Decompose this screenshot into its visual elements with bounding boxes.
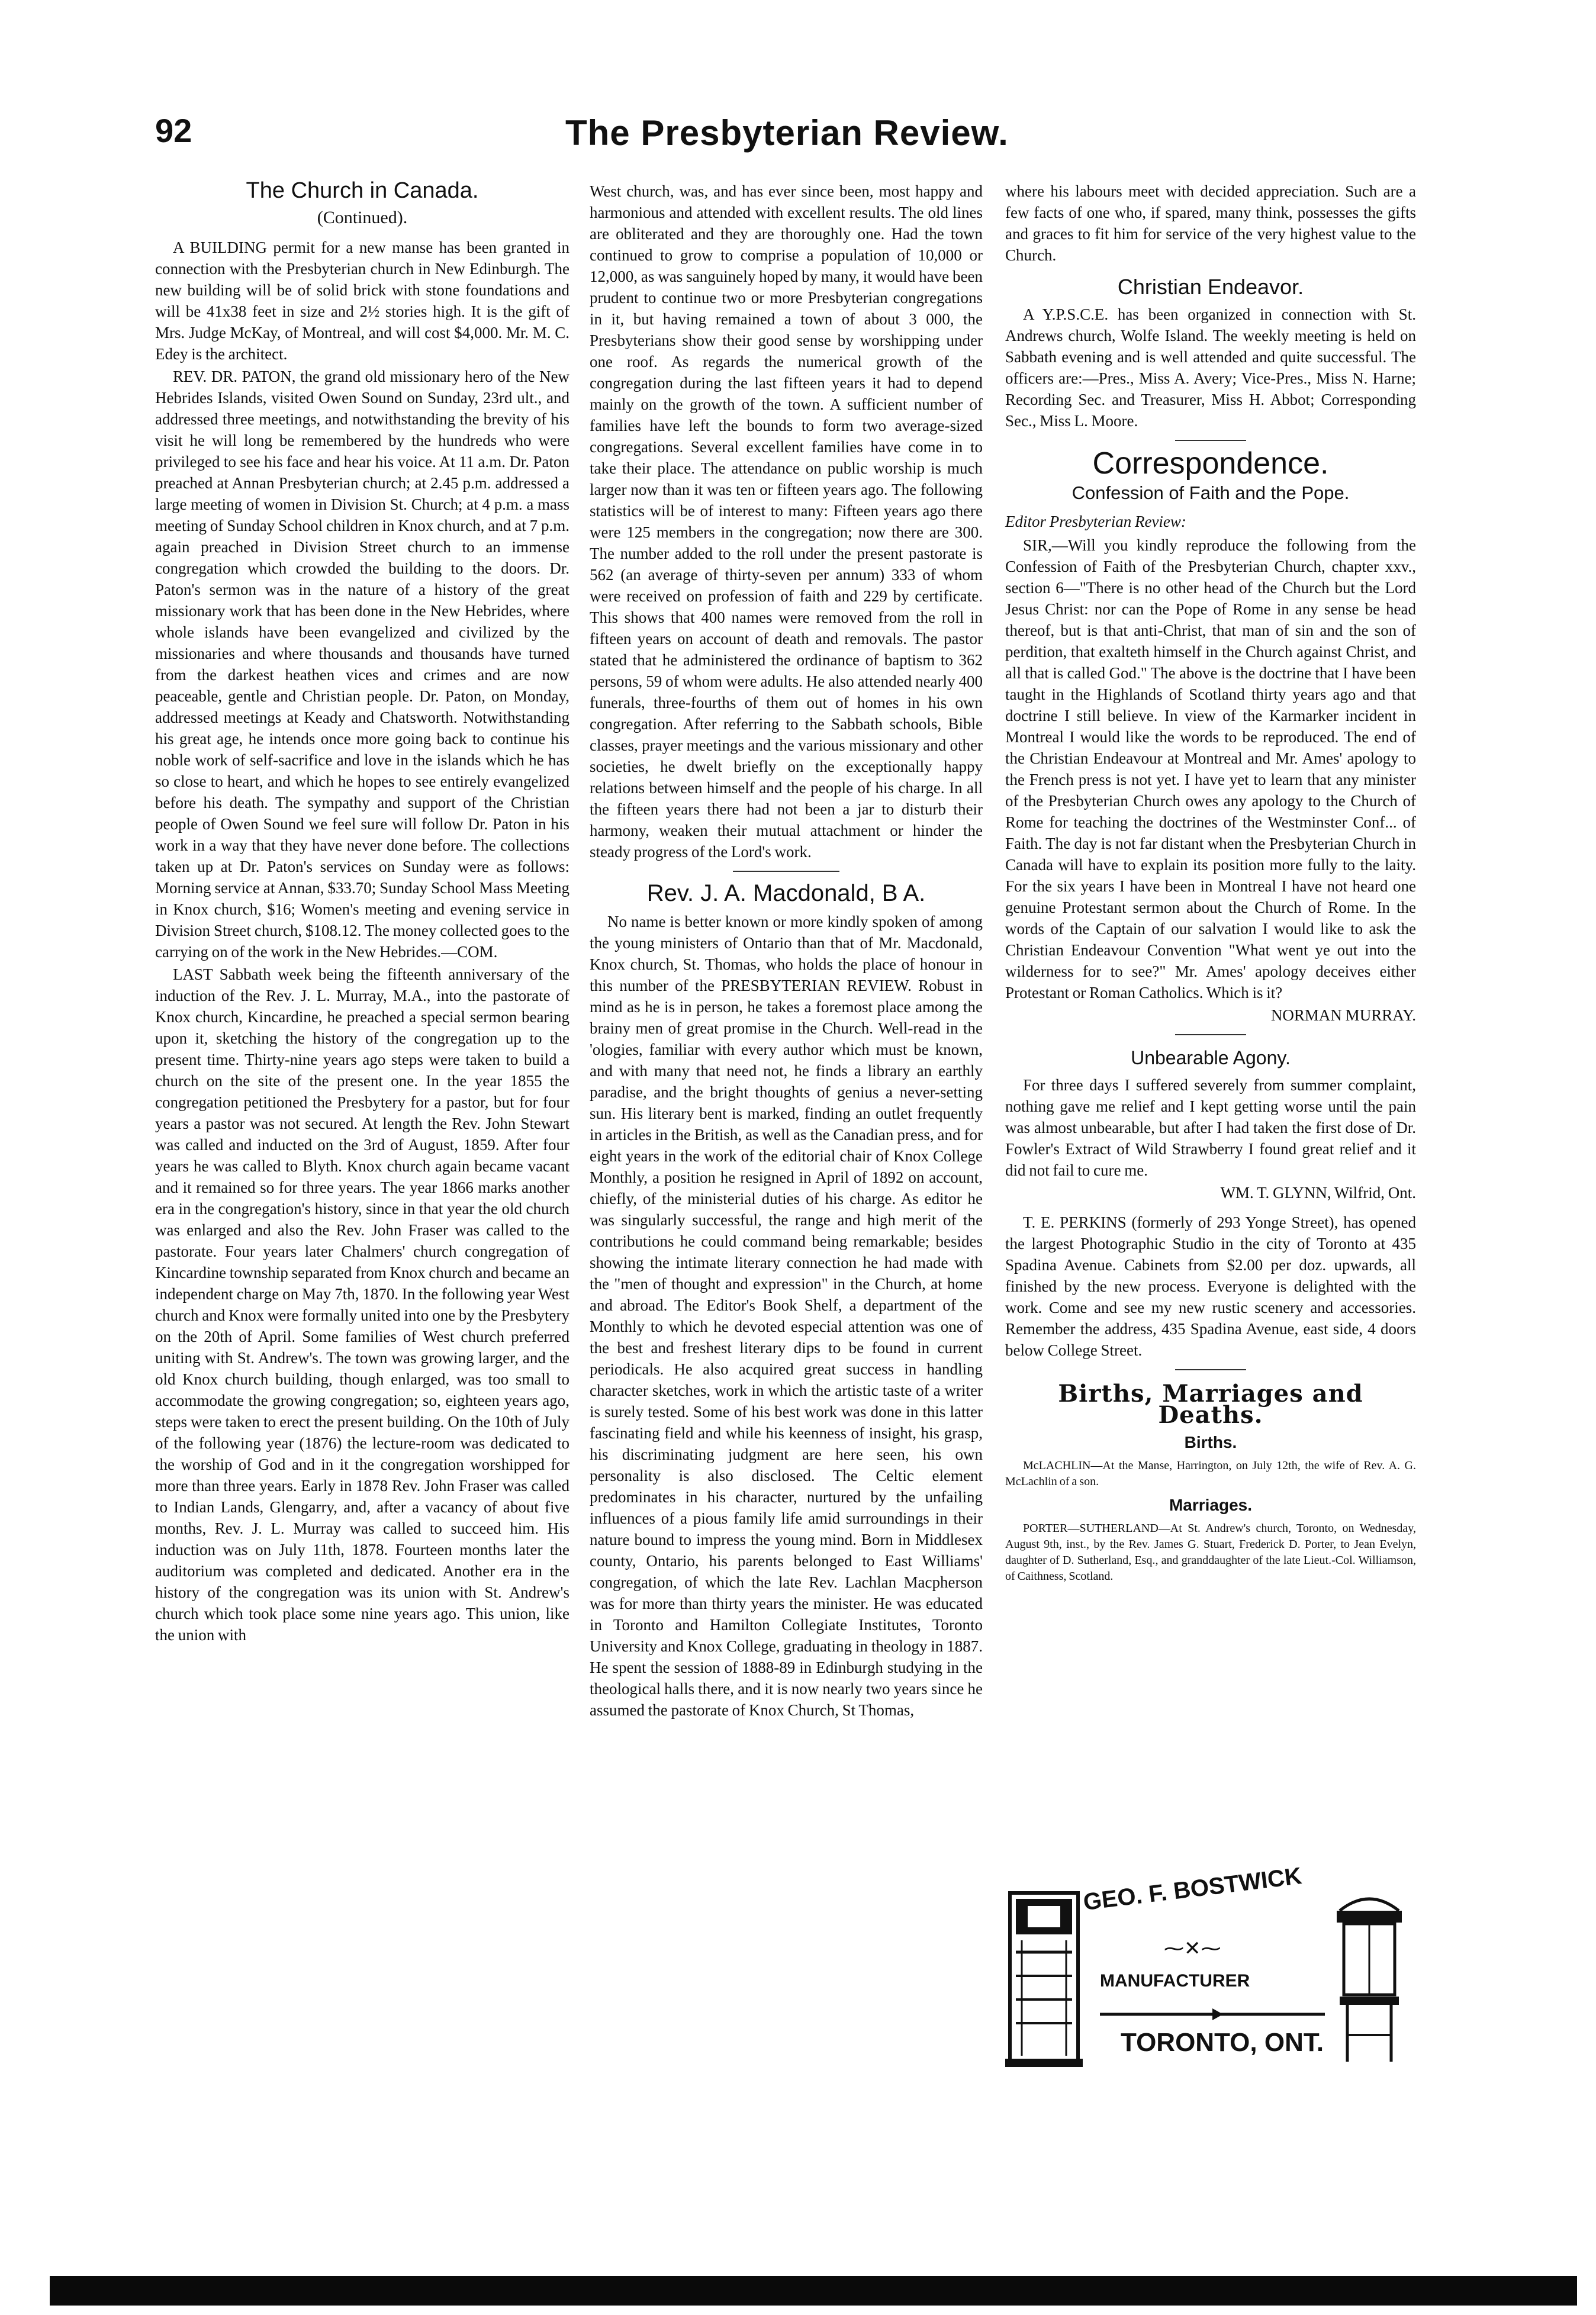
births-heading: Births. bbox=[1184, 1433, 1237, 1451]
journal-title: The Presbyterian Review. bbox=[565, 113, 1009, 153]
bostwick-advert bbox=[1005, 1863, 1416, 2076]
article-paragraph: REV. DR. PATON, the grand old missionary hero of the New Hebrides Islands, visited Owen Sound on Sunday, 23rd ult., and addressed three meetings, and notwithstanding the brevity of his visit he will long be remembered by the hundreds who were privileged to see his face and hear his voice. At 11 a.m. Dr. Paton preached at Annan Presbyterian church; at 2.45 p.m. addressed a large meeting of women in Division St. Church; at 4 p.m. a mass meeting of Sunday School children in Knox church, and at 7 p.m. again preached in Division Street church to an immense congregation which crowded the building to the doors. Dr. Paton's sermon was in the nature of a history of the great missionary work that has been done in the New Hebrides, where whole islands have been evangelized and civilized by the missionaries and where thousands and thousands have turned from the darkest heathen vices and crimes and are now peaceable, gentle and Christian people. Dr. Paton, on Monday, addressed meetings at Keady and Chatsworth. Notwithstanding his great age, he intends once more going back to continue his noble work of self-sacrifice and love in the islands which he has so close to heart, and which he hopes to see entirely evangelized before his death. The sympathy and support of the Christian people of Owen Sound we feel sure will follow Dr. Paton in his work in a way that they have never done before. The collections taken up at Dr. Paton's services on Sunday were as follows: Morning service at Annan, $33.70; Sunday School Mass Meeting in Knox church, $16; Women's meeting and evening service in Division Street church, $108.12. The money collected goes to the carrying on of the work in the New Hebrides.—COM. bbox=[155, 368, 569, 961]
marriages-notice: PORTER—SUTHERLAND—At St. Andrew's church, Toronto, on Wednesday, August 9th, inst., by the Rev. James G. Stuart, Frederick D. Porter, to Jean Evelyn, daughter of D. Sutherland, Esq., and granddaughter of the late Lieut.-Col. Williamson, of Caithness, Scotland. bbox=[1005, 1522, 1416, 1583]
bottom-border-bar bbox=[50, 2276, 1577, 2306]
editor-salutation: Editor Presbyterian Review: bbox=[1005, 513, 1186, 530]
correspondence-heading: Correspondence. bbox=[1092, 446, 1329, 481]
article-paragraph: A BUILDING permit for a new manse has been granted in connection with the Presbyterian church in New Edinburgh. The new building will be of solid brick with stone foundations and will be 41x38 feet in size and 2½ stories high. It is the gift of Mrs. Judge McKay, of Montreal, and will cost $4,000. Mr. M. C. Edey is the architect. bbox=[155, 239, 569, 363]
testimonial-signature: WM. T. GLYNN, Wilfrid, Ont. bbox=[1220, 1184, 1416, 1202]
column-3 bbox=[1005, 181, 1416, 1586]
marriages-heading: Marriages. bbox=[1169, 1496, 1253, 1514]
macdonald-heading: Rev. J. A. Macdonald, B A. bbox=[646, 880, 926, 906]
letter-signature: NORMAN MURRAY. bbox=[1270, 1006, 1416, 1024]
column-2 bbox=[590, 181, 983, 1722]
section-divider bbox=[1175, 440, 1246, 441]
church-in-canada-heading: The Church in Canada. bbox=[246, 178, 479, 203]
continued-label: (Continued). bbox=[317, 208, 408, 227]
article-paragraph: LAST Sabbath week being the fifteenth anniversary of the induction of the Rev. J. L. Murray, M.A., into the pastorate of Knox church, Kincardine, he preached a special sermon bearing upon it, sketching the history of the congregation up to the present time. Thirty-nine years ago steps were taken to build a church on the site of the present one. In the year 1855 the congregation petitioned the Presbytery for a pastor, but for four years a pastor was not secured. At length the Rev. John Stewart was called and inducted on the 3rd of August, 1859. After four years he was called to Blyth. Knox church again became vacant and it remained so for three years. The year 1866 marks another era in the congregation's history, since in that year the old church was enlarged and also the Rev. John Fraser was called to the pastorate. Four years later Chalmers' church congregation of Kincardine township separated from Knox church and became an independent charge on May 7th, 1870. In the following year West church and Knox were formally united into one by the Presbytery on the 20th of April. Some families of West church preferred uniting with St. Andrew's. The town was growing larger, and the old Knox church building, though enlarged, was too small to accommodate the growing congregation; so, eighteen years ago, steps were taken to erect the present building. On the 10th of July of the following year (1876) the lecture-room was dedicated to the worship of God and in it the congregation worshipped for more than three years. Early in 1878 Rev. John Fraser was called to Indian Lands, Glengarry, and, after a vacancy of about five months, Rev. J. L. Murray was called to succeed him. His induction was on July 11th, 1878. Fourteen months later the auditorium was completed and dedicated. Another era in the history of the congregation was its union with St. Andrew's church which took place some nine years ago. This union, like the union with bbox=[155, 965, 569, 1644]
christian-endeavor-heading: Christian Endeavor. bbox=[1117, 275, 1304, 299]
article-paragraph: West church, was, and has ever since been, most happy and harmonious and attended with excellent results. The old lines are obliterated and they are thoroughly one. Had the town continued to grow to comprise a population of 10,000 or 12,000, as was sanguinely hoped by many, it would have been prudent to continue two or more Presbyterian congregations in it, but having remained a town of about 3 000, the Presbyterians show their good sense by worshipping under one roof. As regards the numerical growth of the congregation during the last fifteen years it had to depend mainly on the growth of the town. A sufficient number of families have left the bounds to form two average-sized congregations. Several excellent families have come in to take their place. The attendance on public worship is much larger now than it was ten or fifteen years ago. The following statistics will be of interest to many: Fifteen years ago there were 125 members in the congregation; now there are 300. The number added to the roll under the present pastorate is 562 (an average of thirty-seven per annum) 333 of whom were received on profession of faith and 229 by certificate. This shows that 400 names were removed from the roll in fifteen years on account of death and removals. The pastor stated that he administered the ordinance of baptism to 362 persons, 59 of whom were adults. He also attended nearly 400 funerals, three-fourths of them out of homes in his own congregation. After referring to the Sabbath schools, Bible classes, prayer meetings and the various missionary and other societies, he dwelt briefly on the exceptionally happy relations between himself and the people of his charge. In all the fifteen years there had not been a jar to disturb their harmony, weaken their mutual attachment or hinder the steady progress of the Lord's work. bbox=[590, 182, 983, 861]
article-paragraph: A Y.P.S.C.E. has been organized in connection with St. Andrews church, Wolfe Island. The weekly meeting is held on Sabbath evening and is well attended and quite successful. The officers are:—Pres., Miss A. Avery; Vice-Pres., Miss N. Harne; Recording Sec. and Treasurer, Miss H. Abbot; Corresponding Sec., Miss L. Moore. bbox=[1005, 305, 1416, 430]
advert-company-name: GEO. F. BOSTWICK bbox=[1082, 1863, 1304, 1916]
births-notice: McLACHLIN—At the Manse, Harrington, on July 12th, the wife of Rev. A. G. McLachlin of a son. bbox=[1005, 1459, 1416, 1488]
advert-location: TORONTO, ONT. bbox=[1121, 2028, 1324, 2057]
section-divider bbox=[1175, 1369, 1246, 1370]
letter-paragraph: SIR,—Will you kindly reproduce the following from the Confession of Faith of the Presbyterian Church, chapter xxv., section 6—"There is no other head of the Church but the Lord Jesus Christ: nor can the Pope of Rome in any sense be head thereof, but is that anti-Christ, that man of sin and the son of perdition, that exalteth himself in the Church against Christ, and all that is called God." The above is the doctrine that I have been taught in the Highlands of Scotland thirty years ago and that doctrine I still believe. In view of the Karmarker incident in Montreal I would like the words to be reproduced. The end of the Christian Endeavour at Montreal and Mr. Ames' apology to the French press is not yet. I have yet to learn that any minister of the Presbyterian Church owes any apology to the Church of Rome for teaching the doctrines of the Westminster Conf... of Faith. The day is not far distant when the Presbyterian Church in Canada will have to explain its position more fully to the laity. For the six years I have been in Montreal I have not heard one genuine Protestant sermon about the Church of Rome. In the words of the Captain of our salvation I would like to ask the Christian Endeavour Convention "What went ye out into the wilderness for to see?" Mr. Ames' apology deceives either Protestant or Roman Catholics. Which is it? bbox=[1005, 536, 1416, 1002]
article-paragraph: No name is better known or more kindly spoken of among the young ministers of Ontario than that of Mr. Macdonald, Knox church, St. Thomas, who holds the place of honour in this number of the PRESBYTERIAN REVIEW. Robust in mind as he is in person, he takes a foremost place among the brainy men of great promise in the Church. Well-read in the 'ologies, familiar with every author which must be known, and with many that need not, he finds a library an earthly paradise, and the bright thoughts of genius a never-setting sun. His literary bent is marked, finding an outlet frequently in articles in the British, as well as the Canadian press, and for eight years in the work of the editorial chair of Knox College Monthly, a position he resigned in April of 1892 on account, chiefly, of the ministerial duties of his charge. As editor he was singularly successful, the range and high merit of the contributions he could command being remarkable; besides showing the intimate literary connection he had made with the "men of thought and expression" in the Church, at home and abroad. The Editor's Book Shelf, a department of the Monthly to which he devoted especial attention was one of the best and freshest literary dips to be found in current periodicals. He also acquired great success in handling character sketches, work in which the artistic taste of a writer is surely tested. Some of his best work was done in this latter fascinating field and while his keenness of insight, his grasp, his discriminating judgment are here seen, his own personality is also disclosed. The Celtic element predominates in his character, nurtured by the unfailing influences of a pious family life amid surroundings in their nature bound to impress the young mind. Born in Middlesex county, Ontario, his parents belonged to East Williams' congregation, of which the late Rev. Lachlan Macpherson was for more than thirty years the minister. He was educated in Toronto and Hamilton Collegiate Institutes, Toronto University and Knox College, graduating in theology in 1887. He spent the session of 1888-89 in Edinburgh studying in the theological halls there, and it is now nearly two years since he assumed the pastorate of Knox Church, St Thomas, bbox=[590, 913, 983, 1719]
advert-paragraph: T. E. PERKINS (formerly of 293 Yonge Street), has opened the largest Photographic Studio in the city of Toronto at 435 Spadina Avenue. Cabinets from $2.00 per doz. upwards, all finished by the new process. Everyone is delighted with the work. Come and see my new rustic scenery and accessories. Remember the address, 435 Spadina Avenue, east side, 4 doors below College Street. bbox=[1005, 1213, 1416, 1359]
section-divider bbox=[1175, 1034, 1246, 1035]
bmd-heading: Births, Marriages and Deaths. bbox=[1058, 1380, 1363, 1429]
testimonial-paragraph: For three days I suffered severely from summer complaint, nothing gave me relief and I kept getting worse until the pain was almost unbearable, but after I had taken the first dose of Dr. Fowler's Extract of Wild Strawberry I found great relief and it did not fail to cure me. bbox=[1005, 1076, 1416, 1179]
section-divider bbox=[733, 871, 839, 872]
page-number: 92 bbox=[155, 112, 192, 149]
svg-text:⁓✕⁓: ⁓✕⁓ bbox=[1164, 1938, 1221, 1960]
article-paragraph: where his labours meet with decided appreciation. Such are a few facts of one who, if spared, many think, possesses the gifts and graces to fit him for service of the very highest value to the Church. bbox=[1005, 182, 1416, 264]
advert-manufacturer: MANUFACTURER bbox=[1100, 1971, 1250, 1991]
agony-heading: Unbearable Agony. bbox=[1131, 1047, 1291, 1068]
column-1 bbox=[155, 178, 569, 1647]
correspondence-subheading: Confession of Faith and the Pope. bbox=[1071, 482, 1350, 503]
